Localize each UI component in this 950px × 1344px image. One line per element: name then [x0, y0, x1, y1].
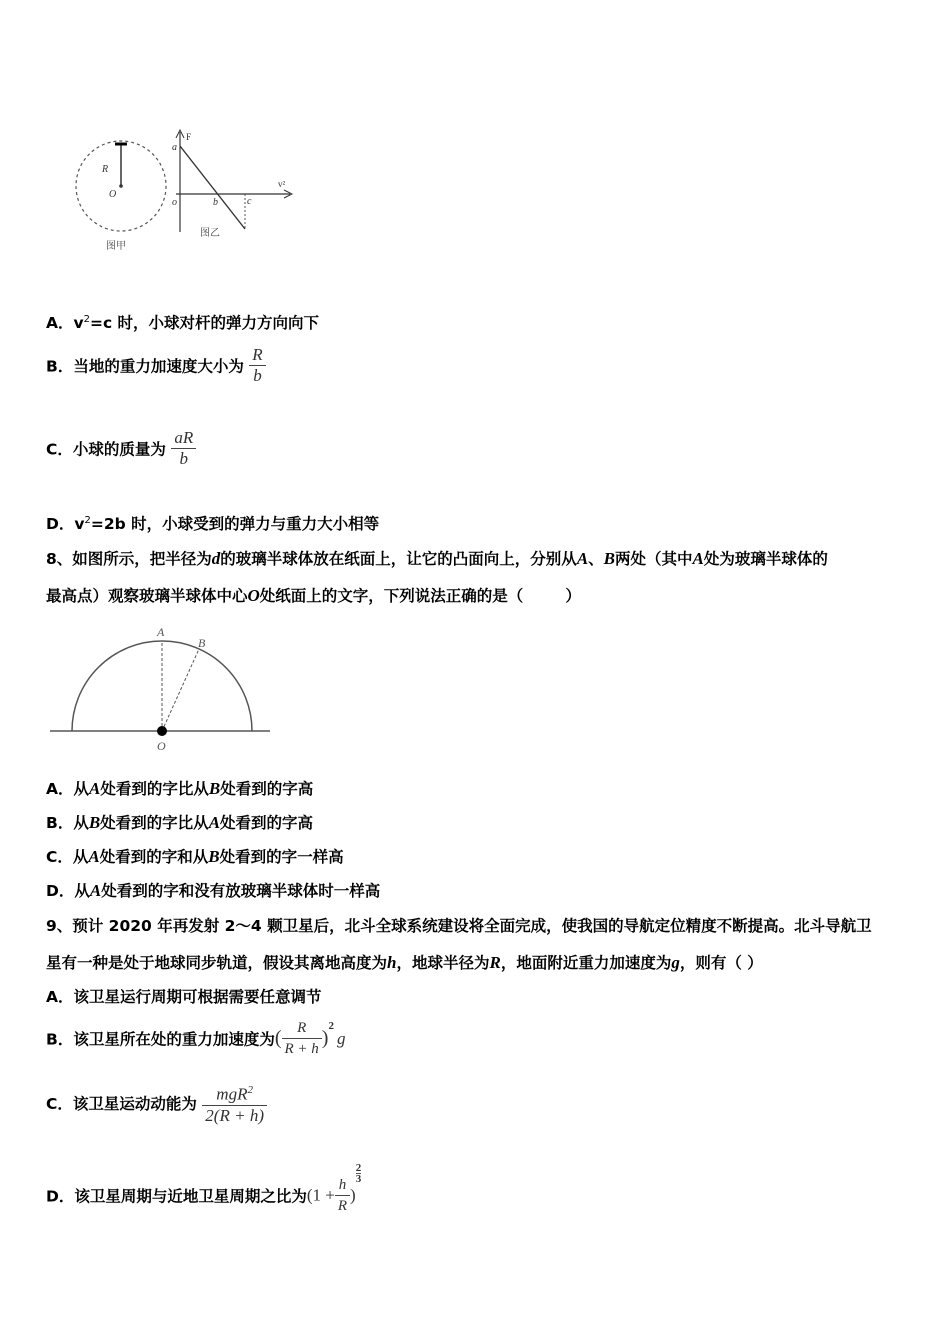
figure-circle-and-graph — [70, 122, 300, 262]
graph-line — [180, 146, 245, 229]
q7-option-a: A．$v^2=c$ 时，小球对杆的弹力方向向下 — [46, 313, 320, 332]
q9-stem-line1: 9、预计 2020 年再发射 2～4 颗卫星后，北斗全球系统建设将全面完成，使我国的导航定位精度不断提高。北斗导航卫 — [46, 917, 872, 935]
q8-stem-line2: 最高点）观察玻璃半球体中心O处纸面上的文字，下列说法正确的是（ ） — [46, 586, 581, 605]
q9-option-a: A．该卫星运行周期可根据需要任意调节 — [46, 988, 322, 1006]
q7-option-d: D．$v^2=2b$ 时，小球受到的弹力与重力大小相等 — [46, 514, 380, 533]
fraction-h-over-R: $\frac{h}{R}$ — [335, 1175, 350, 1216]
q8-option-c: C．从A处看到的字和从B处看到的字一样高 — [46, 847, 344, 866]
label-c: c — [247, 196, 252, 207]
q7-option-c: C．小球的质量为 $\frac{aR}{b}$ — [46, 428, 196, 469]
q9-option-d: D．该卫星周期与近地卫星周期之比为(1 + $\frac{h}{R}$ ) $\frac{2}{3}$ — [46, 1162, 362, 1214]
q9-stem-line2: 星有一种是处于地球同步轨道，假设其离地高度为h，地球半径为R，地面附近重力加速度为g，则有（ ） — [46, 953, 763, 972]
fraction-aR-over-b: $\frac{aR}{b}$ — [171, 428, 196, 469]
axis-v2: v² — [278, 179, 286, 189]
q8-option-a: A．从A处看到的字比从B处看到的字高 — [46, 779, 314, 798]
q7-option-b: B．当地的重力加速度大小为 $\frac{R}{b}$ — [46, 345, 266, 386]
label-b: b — [213, 197, 218, 208]
fraction-R-over-R-plus-h: $\frac{R}{R + h}$ — [282, 1018, 322, 1059]
label-a: a — [172, 142, 177, 153]
fraction-kinetic-energy: $\frac{mgR^2}{2(R + h)}$ — [202, 1080, 267, 1126]
exponent-two-thirds: $\frac{2}{3}$ — [355, 1162, 362, 1185]
q9-option-b: B．该卫星所在处的重力加速度为( $\frac{R}{R + h}$ )$^2$g — [46, 1020, 346, 1057]
q9-option-c: C．该卫星运动动能为 $\frac{mgR^2}{2(R + h)}$ — [46, 1080, 267, 1126]
q8-option-b: B．从B处看到的字比从A处看到的字高 — [46, 813, 314, 832]
label-o: o — [172, 197, 177, 208]
label-R: R — [102, 164, 109, 175]
axis-F: F — [186, 132, 192, 142]
label-O: O — [157, 739, 166, 753]
q8-stem-line1: 8、如图所示，把半径为d的玻璃半球体放在纸面上，让它的凸面向上，分别从A、B两处（其中A处为玻璃半球体的 — [46, 549, 828, 568]
fraction-R-over-b: $\frac{R}{b}$ — [249, 345, 265, 386]
figure-hemisphere — [48, 620, 273, 755]
caption-left: 图甲 — [106, 241, 126, 252]
ray-B — [162, 649, 199, 731]
center-O — [157, 726, 167, 736]
label-O: O — [109, 189, 117, 200]
q8-option-d: D．从A处看到的字和没有放玻璃半球体时一样高 — [46, 881, 381, 900]
caption-right: 图乙 — [200, 228, 220, 239]
label-A: A — [157, 625, 165, 639]
center-point — [119, 184, 123, 188]
label-B: B — [198, 636, 206, 650]
